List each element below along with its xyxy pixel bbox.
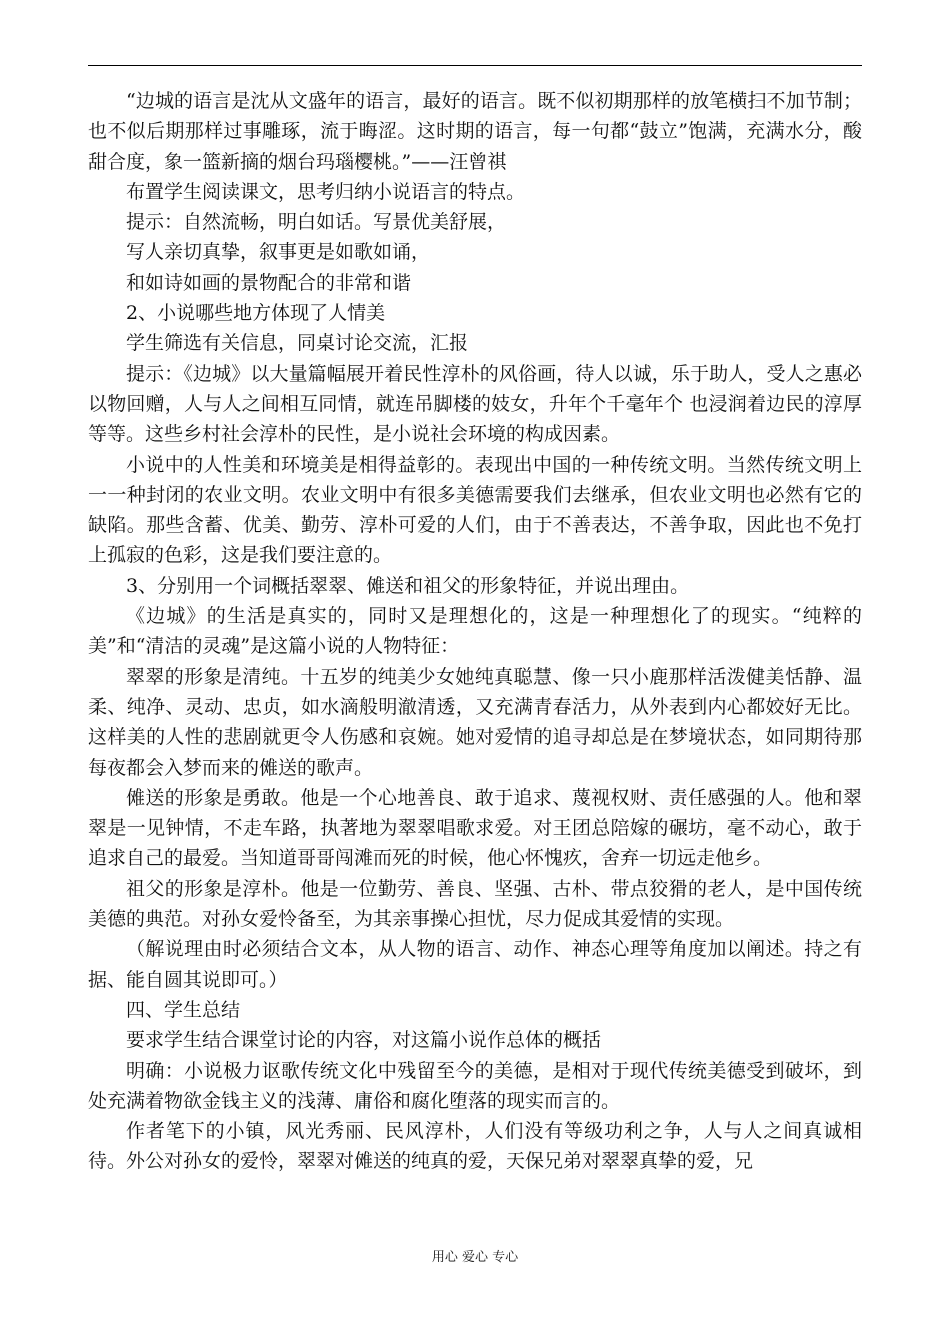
paragraph: 小说中的人性美和环境美是相得益彰的。表现出中国的一种传统文明。当然传统文明上一一种封闭的农业文明。农业文明中有很多美德需要我们去继承，但农业文明也必然有它的缺陷。那些含蓄、优美、勤劳、淳朴可爱的人们，由于不善表达，不善争取，因此也不免打上孤寂的色彩，这是我们要注意的。 bbox=[88, 453, 862, 567]
paragraph: 祖父的形象是淳朴。他是一位勤劳、善良、坚强、古朴、带点狡猾的老人，是中国传统美德的典范。对孙女爱怜备至，为其亲事操心担忧，尽力促成其爱情的实现。 bbox=[88, 877, 862, 931]
paragraph: 提示：自然流畅，明白如话。写景优美舒展， bbox=[126, 211, 507, 234]
body-text bbox=[88, 86, 862, 1177]
paragraph: 学生筛选有关信息，同桌讨论交流，汇报 bbox=[126, 332, 469, 355]
page-footer: 用心 爱心 专心 bbox=[431, 1250, 519, 1265]
paragraph: 傩送的形象是勇敢。他是一个心地善良、敢于追求、蔑视权财、责任感强的人。他和翠翠是一见钟情，不走车路，执著地为翠翠唱歌求爱。对王团总陪嫁的碾坊，毫不动心，敢于追求自己的最爱。当知道哥哥闯滩而死的时候，他心怀愧疚，舍弃一切远走他乡。 bbox=[88, 786, 862, 870]
paragraph: 翠翠的形象是清纯。十五岁的纯美少女她纯真聪慧、像一只小鹿那样活泼健美恬静、温柔、纯净、灵动、忠贞，如水滴般明澈清透，又充满青春活力，从外表到内心都姣好无比。这样美的人性的悲剧就更令人伤感和哀婉。她对爱情的追寻却总是在梦境状态，如同期待那每夜都会入梦而来的傩送的歌声。 bbox=[88, 665, 862, 779]
paragraph: 要求学生结合课堂讨论的内容，对这篇小说作总体的概括 bbox=[126, 1029, 602, 1052]
paragraph: 四、学生总结 bbox=[126, 998, 241, 1021]
paragraph: 布置学生阅读课文，思考归纳小说语言的特点。 bbox=[126, 180, 526, 203]
paragraph: 明确：小说极力讴歌传统文化中残留至今的美德，是相对于现代传统美德受到破坏，到处充满着物欲金钱主义的浅薄、庸俗和腐化堕落的现实而言的。 bbox=[88, 1059, 862, 1112]
paragraph: “边城的语言是沈从文盛年的语言，最好的语言。既不似初期那样的放笔横扫不加节制；也不似后期那样过事雕琢，流于晦涩。这时期的语言，每一句都“鼓立”饱满，充满水分，酸甜合度，象一篮新摘的烟台玛瑙樱桃。”——汪曾祺 bbox=[88, 90, 862, 173]
paragraph: 和如诗如画的景物配合的非常和谐 bbox=[126, 271, 412, 294]
paragraph: 提示：《边城》以大量篇幅展开着民性淳朴的风俗画，待人以诚，乐于助人，受人之惠必以物回赠，人与人之间相互同情，就连吊脚楼的妓女，升年个千毫年个 也浸润着边民的淳厚等等。这些乡村社会淳朴的民性，是小说社会环境的构成因素。 bbox=[88, 362, 862, 446]
paragraph: 3、分别用一个词概括翠翠、傩送和祖父的形象特征，并说出理由。 bbox=[126, 574, 690, 597]
paragraph: 作者笔下的小镇，风光秀丽、民风淳朴，人们没有等级功利之争，人与人之间真诚相待。外公对孙女的爱怜，翠翠对傩送的纯真的爱，天保兄弟对翠翠真挚的爱，兄 bbox=[88, 1120, 862, 1173]
paragraph: 2、小说哪些地方体现了人情美 bbox=[126, 302, 386, 325]
paragraph: （解说理由时必须结合文本，从人物的语言、动作、神态心理等角度加以阐述。持之有据、能自圆其说即可。） bbox=[88, 938, 862, 991]
paragraph: 写人亲切真挚，叙事更是如歌如诵， bbox=[126, 241, 431, 264]
header-rule bbox=[88, 65, 862, 66]
paragraph: 《边城》的生活是真实的，同时又是理想化的，这是一种理想化了的现实。“纯粹的美”和“清洁的灵魂”是这篇小说的人物特征： bbox=[88, 605, 862, 658]
